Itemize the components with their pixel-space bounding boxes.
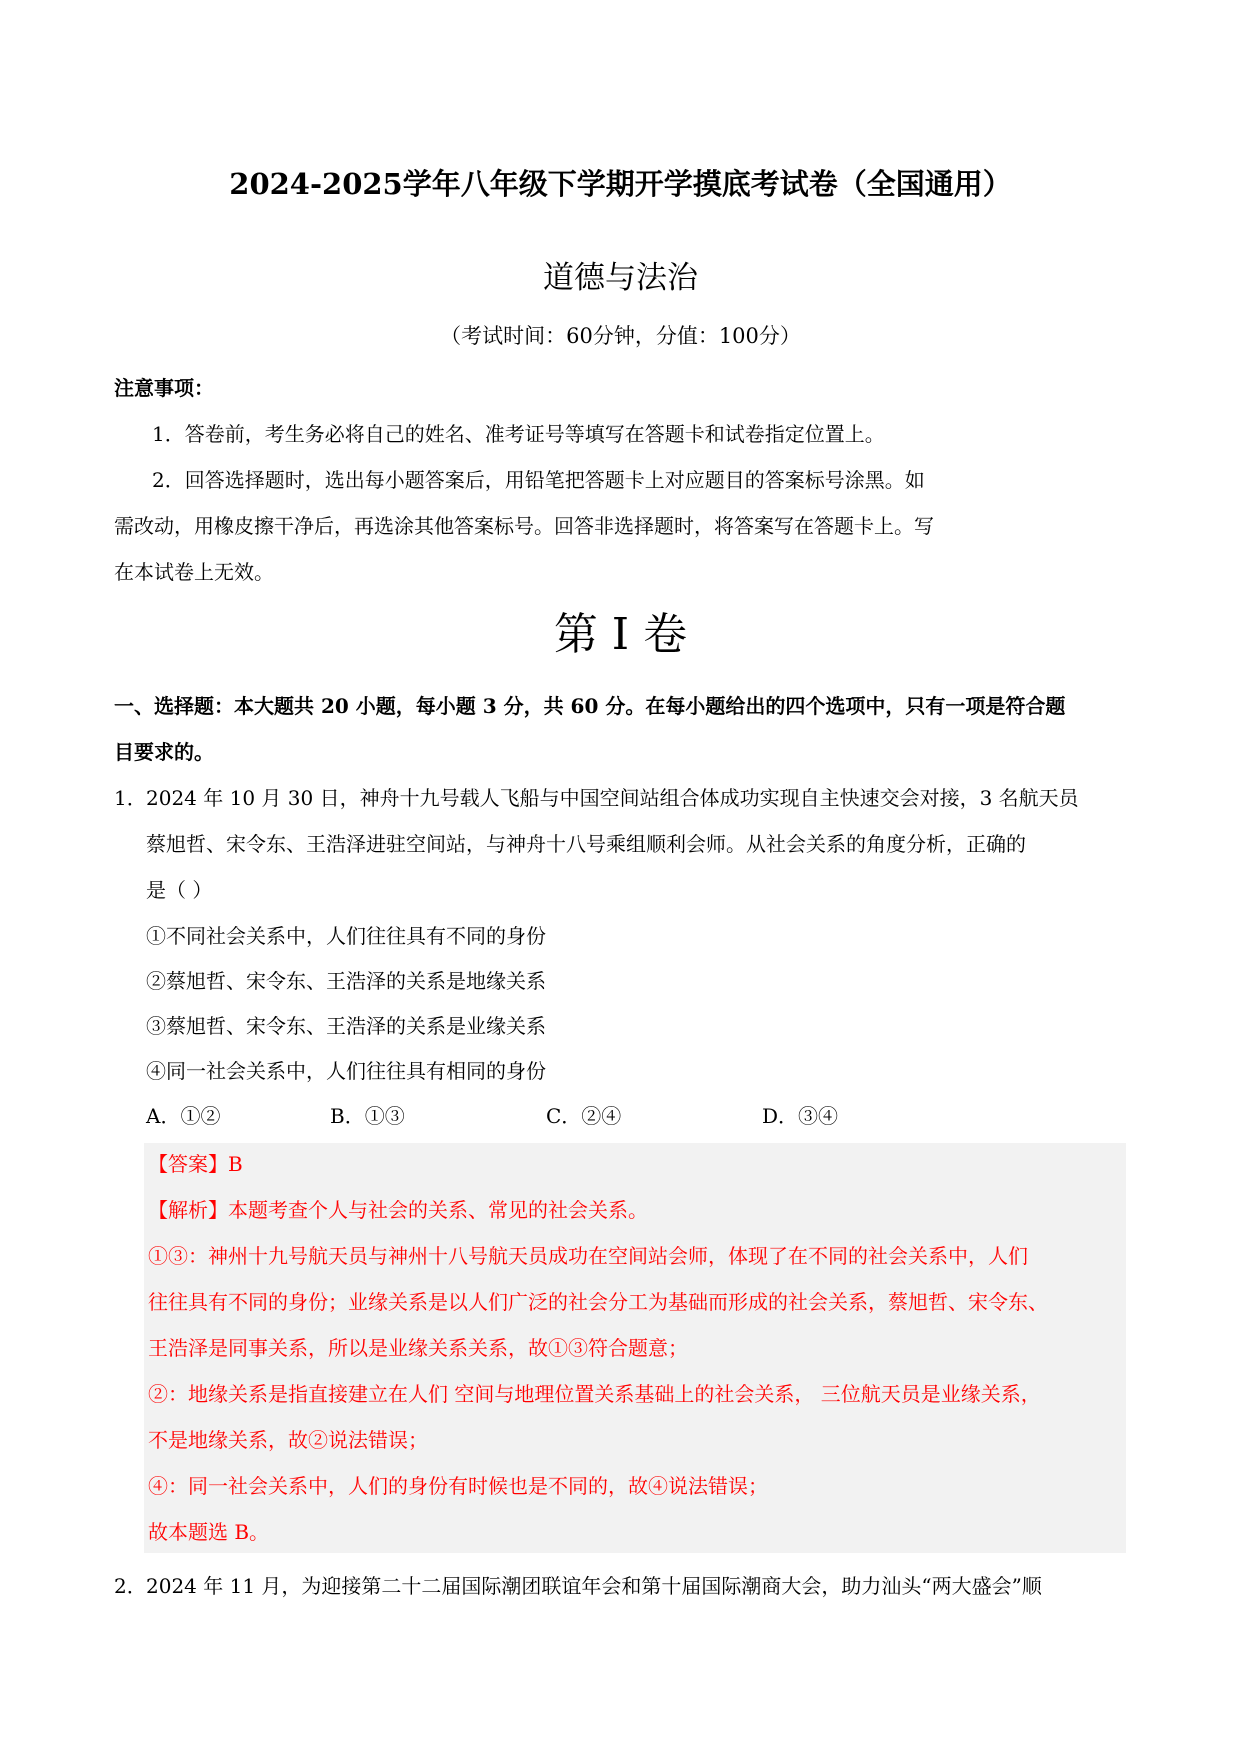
- statement-4: ④同一社会关系中，人们往往具有相同的身份: [146, 1059, 546, 1083]
- option-a: A．①②: [146, 1104, 221, 1128]
- statement-2: ②蔡旭哲、宋令东、王浩泽的关系是地缘关系: [146, 969, 546, 993]
- question-1-line-3: 是（ ）: [146, 878, 213, 902]
- section-title: 第 I 卷: [553, 609, 688, 660]
- exam-title: 2024-2025学年八年级下学期开学摸底考试卷（全国通用）: [229, 167, 1012, 201]
- section-heading-line-2: 目要求的。: [114, 740, 214, 764]
- analysis-line-5: ②：地缘关系是指直接建立在人们 空间与地理位置关系基础上的社会关系， 三位航天员是业缘关系，: [148, 1382, 1041, 1406]
- notice-item-2-line-1: 2．回答选择题时，选出每小题答案后，用铅笔把答题卡上对应题目的答案标号涂黑。如: [152, 468, 925, 492]
- question-1-number: 1．: [114, 786, 147, 810]
- analysis-line-4: 王浩泽是同事关系，所以是业缘关系关系，故①③符合题意；: [148, 1336, 688, 1360]
- analysis-line-8: 故本题选 B。: [148, 1520, 270, 1544]
- section-heading-line-1: 一、选择题：本大题共 20 小题，每小题 3 分，共 60 分。在每小题给出的四个选项中，只有一项是符合题: [114, 694, 1066, 718]
- subject-title: 道德与法治: [543, 260, 698, 296]
- analysis-line-7: ④：同一社会关系中，人们的身份有时候也是不同的，故④说法错误；: [148, 1474, 768, 1498]
- notice-heading: 注意事项：: [114, 376, 214, 400]
- analysis-line-2: ①③：神州十九号航天员与神州十八号航天员成功在空间站会师，体现了在不同的社会关系中，人们: [148, 1244, 1028, 1268]
- option-d: D．③④: [762, 1104, 839, 1128]
- answer-label: 【答案】B: [148, 1152, 243, 1176]
- analysis-line-6: 不是地缘关系，故②说法错误；: [148, 1428, 428, 1452]
- question-2-line-1: 2024 年 11 月，为迎接第二十二届国际潮团联谊年会和第十届国际潮商大会，助力汕头“两大盛会”顺: [146, 1574, 1042, 1598]
- question-2-number: 2．: [114, 1574, 147, 1598]
- exam-info: （考试时间：60分钟，分值：100分）: [440, 324, 801, 348]
- statement-1: ①不同社会关系中，人们往往具有不同的身份: [146, 924, 546, 948]
- notice-item-2-line-2: 需改动，用橡皮擦干净后，再选涂其他答案标号。回答非选择题时，将答案写在答题卡上。写: [114, 514, 934, 538]
- notice-item-1: 1．答卷前，考生务必将自己的姓名、准考证号等填写在答题卡和试卷指定位置上。: [152, 422, 885, 446]
- question-1-line-1: 2024 年 10 月 30 日，神舟十九号载人飞船与中国空间站组合体成功实现自主快速交会对接，3 名航天员: [146, 786, 1079, 810]
- question-1-line-2: 蔡旭哲、宋令东、王浩泽进驻空间站，与神舟十八号乘组顺利会师。从社会关系的角度分析，正确的: [146, 832, 1026, 856]
- statement-3: ③蔡旭哲、宋令东、王浩泽的关系是业缘关系: [146, 1014, 546, 1038]
- analysis-line-1: 【解析】本题考查个人与社会的关系、常见的社会关系。: [148, 1198, 648, 1222]
- analysis-line-3: 往往具有不同的身份；业缘关系是以人们广泛的社会分工为基础而形成的社会关系，蔡旭哲、宋令东、: [148, 1290, 1048, 1314]
- notice-item-2-line-3: 在本试卷上无效。: [114, 560, 274, 584]
- option-b: B．①③: [330, 1104, 405, 1128]
- option-c: C．②④: [546, 1104, 622, 1128]
